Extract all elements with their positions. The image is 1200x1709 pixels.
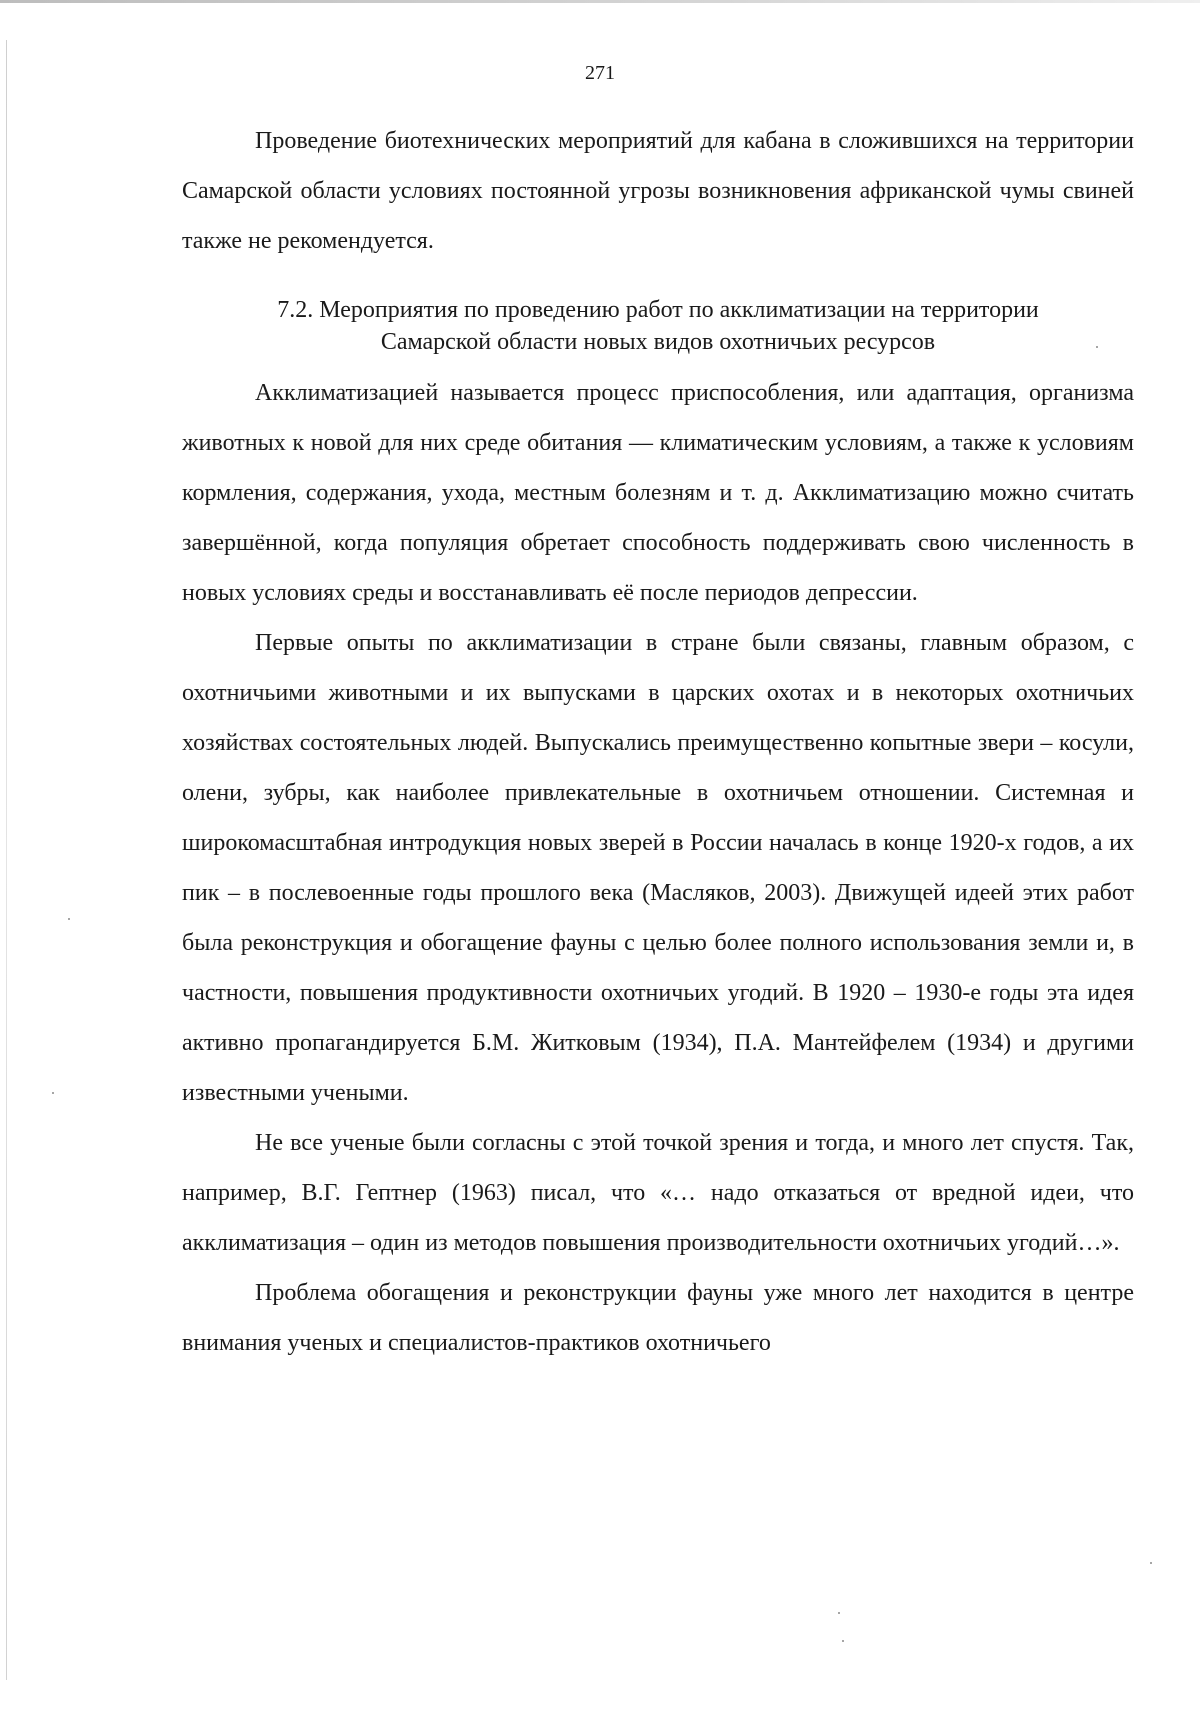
paragraph-4: Проблема обогащения и реконструкции фауны уже много лет находится в центре внимания ученых и специалистов-практиков охотничьего [182, 1280, 1134, 1356]
section-heading-line-1: 7.2. Мероприятия по проведению работ по акклиматизации на территории [277, 297, 1039, 323]
page-number: 271 [585, 62, 615, 84]
paragraph-3: Не все ученые были согласны с этой точкой зрения и тогда, и много лет спустя. Так, например, В.Г. Гептнер (1963) писал, что «… надо отказаться от вредной идеи, что акклиматизация – один из методов повышения производительности охотничьих угодий…». [182, 1130, 1134, 1256]
section-heading-line-2: Самарской области новых видов охотничьих ресурсов [380, 329, 936, 355]
scan-speck [1150, 1562, 1152, 1564]
scan-speck [838, 1612, 840, 1614]
paragraph-1: Акклиматизацией называется процесс приспособления, или адаптация, организма животных к новой для них среде обитания — климатическим условиям, а также к условиям кормления, содержания, ухода, местным болезням и т. д. Акклиматизацию можно считать завершённой, когда популяция обретает способность поддерживать свою численность в новых условиях среды и восстанавливать её после периодов депрессии. [182, 380, 1134, 606]
scan-left-edge [6, 40, 7, 1680]
page-body [182, 116, 1134, 1368]
scan-speck [842, 1640, 844, 1642]
section-heading [182, 294, 1134, 358]
scan-top-edge [0, 0, 1200, 3]
scan-speck [52, 1092, 54, 1094]
paragraph-intro: Проведение биотехнических мероприятий для кабана в сложившихся на территории Самарской области условиях постоянной угрозы возникновения африканской чумы свиней также не рекомендуется. [182, 128, 1134, 254]
paragraph-2: Первые опыты по акклиматизации в стране были связаны, главным образом, с охотничьими животными и их выпусками в царских охотах и в некоторых охотничьих хозяйствах состоятельных людей. Выпускались преимущественно копытные звери – косули, олени, зубры, как наиболее привлекательные в охотничьем отношении. Системная и широкомасштабная интродукция новых зверей в России началась в конце 1920-х годов, а их пик – в послевоенные годы прошлого века (Масляков, 2003). Движущей идеей этих работ была реконструкция и обогащение фауны с целью более полного использования земли и, в частности, повышения продуктивности охотничьих угодий. В 1920 – 1930-е годы эта идея активно пропагандируется Б.М. Житковым (1934), П.А. Мантейфелем (1934) и другими известными учеными. [182, 630, 1134, 1106]
scan-speck [1096, 346, 1098, 348]
scan-speck [68, 918, 70, 920]
